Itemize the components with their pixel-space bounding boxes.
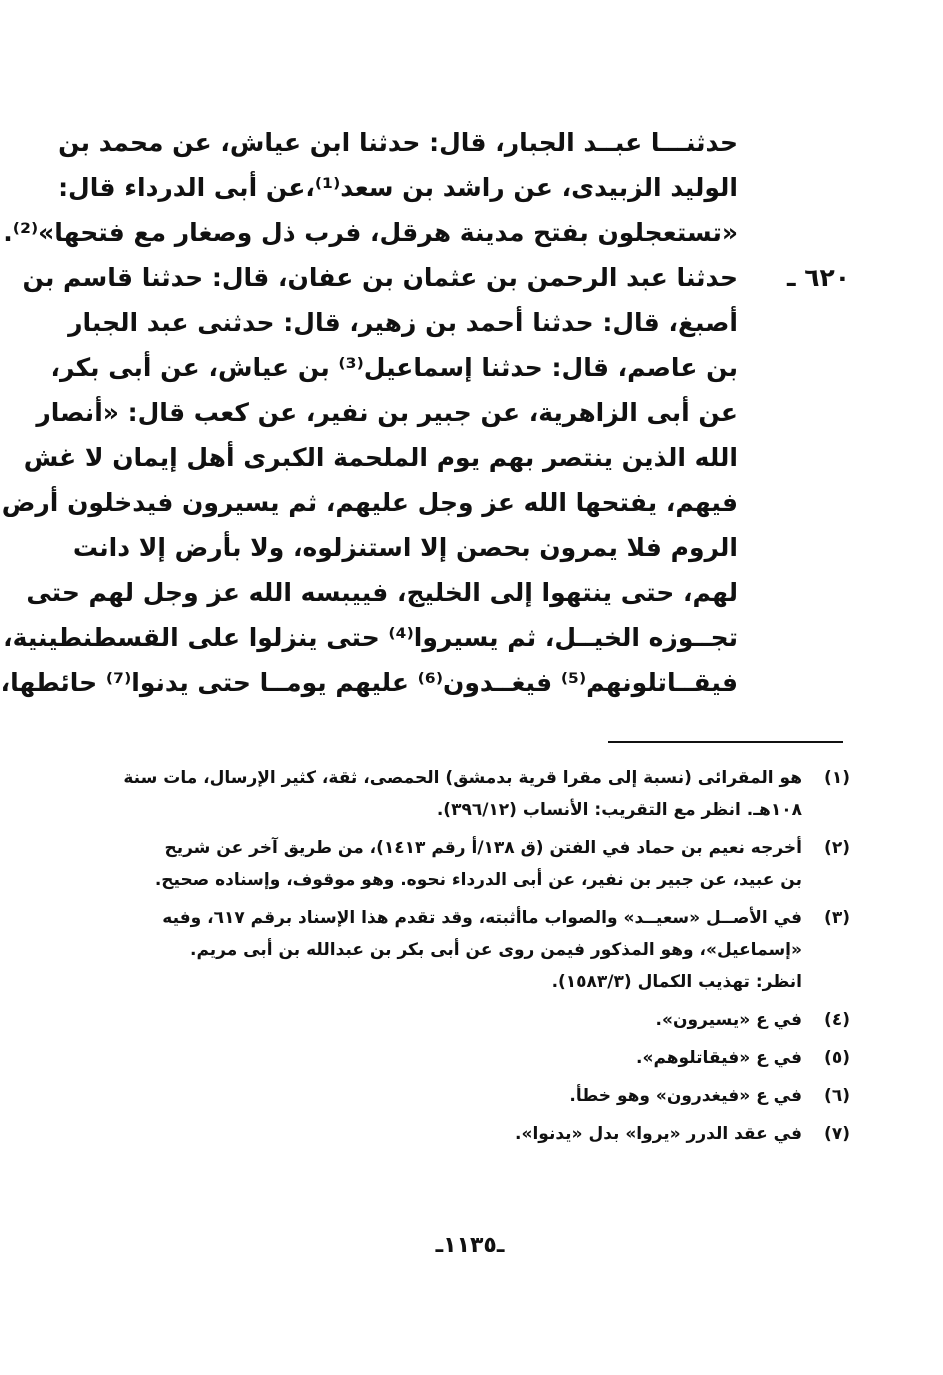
footnote — [150, 902, 850, 998]
text-line: فيقــاتلونهم⁽⁵⁾ فيغــدون⁽⁶⁾ عليهم يومــا حتى يدنوا⁽⁷⁾ حائطها، — [0, 668, 738, 697]
footnote-number: (٦) — [824, 1086, 850, 1106]
footnote-number: (١) — [824, 768, 850, 788]
text-line: بن عاصم، قال: حدثنا إسماعيل⁽³⁾ بن عياش، عن أبى بكر، — [50, 353, 738, 382]
footnote-number: (٧) — [824, 1124, 850, 1144]
main-text — [0, 120, 850, 705]
page-number: ـ١١٣٥ـ — [435, 1233, 505, 1258]
footnote — [150, 1004, 850, 1036]
footnote-line: ١٠٨هـ. انظر مع التقريب: الأنساب (٣٩٦/١٢). — [436, 800, 802, 820]
footnote-line: بن عبيد، عن جبير بن نفير، عن أبى الدرداء نحوه. وهو موقوف، وإسناده صحيح. — [154, 870, 802, 890]
footnote-line: هو المقرائى (نسبة إلى مقرا قرية بدمشق) الحمصى، ثقة، كثير الإرسال، مات سنة — [123, 768, 802, 788]
footnote-number: (٥) — [824, 1048, 850, 1068]
footnote-line: «إسماعيل»، وهو المذكور فيمن روى عن أبى بكر بن عبدالله بن أبى مريم. — [189, 940, 802, 960]
footnotes — [123, 762, 850, 1156]
footnote-line: في الأصــل «سعيــد» والصواب ماأثبته، وقد تقدم هذا الإسناد برقم ٦١٧، وفيه — [162, 908, 802, 928]
text-line: لهم، حتى ينتهوا إلى الخليج، فييبسه الله عز وجل لهم حتى — [26, 578, 738, 607]
footnote-line: في عقد الدرر «يروا» بدل «يدنوا». — [515, 1124, 802, 1144]
footnote-number: (٢) — [824, 838, 850, 858]
footnote-number: (٤) — [824, 1010, 850, 1030]
text-line: حدثنا عبد الرحمن بن عثمان بن عفان، قال: حدثنا قاسم بن — [22, 263, 738, 292]
text-line: تجــوزه الخيــل، ثم يسيروا⁽⁴⁾ حتى ينزلوا على القسطنطينية، — [3, 623, 738, 652]
footnote-line: أخرجه نعيم بن حماد في الفتن (ق ١٣٨/أ رقم ١٤١٣)، من طريق آخر عن شريح — [164, 838, 802, 858]
text-line: «تستعجلون بفتح مدينة هرقل، فرب ذل وصغار مع فتحها»⁽²⁾. — [3, 218, 738, 247]
text-line: فيهم، يفتحها الله عز وجل عليهم، ثم يسيرون فيدخلون أرض — [1, 488, 738, 517]
text-line: حدثنـــا عبــد الجبار، قال: حدثنا ابن عياش، عن محمد بن — [58, 128, 738, 157]
text-line: الله الذين ينتصر بهم يوم الملحمة الكبرى أهل إيمان لا غش — [23, 443, 738, 472]
footnote-line: في ع «فيغدرون» وهو خطأ. — [569, 1086, 802, 1106]
text-line: الروم فلا يمرون بحصن إلا استنزلوه، ولا بأرض إلا دانت — [72, 533, 738, 562]
footnote-line: في ع «فيقاتلوهم». — [636, 1048, 802, 1068]
footnote — [150, 832, 850, 896]
hadith-entry — [0, 255, 850, 705]
footnote — [123, 762, 850, 826]
footnote-separator — [608, 741, 843, 743]
hadith-number: ٦٢٠ ـ — [786, 263, 850, 292]
text-line: عن أبى الزاهرية، عن جبير بن نفير، عن كعب قال: «أنصار — [36, 398, 738, 427]
footnote-number: (٣) — [824, 908, 850, 928]
text-line: أصبغ، قال: حدثنا أحمد بن زهير، قال: حدثنى عبد الجبار — [68, 308, 738, 337]
text-line: الوليد الزبيدى، عن راشد بن سعد⁽¹⁾،عن أبى الدرداء قال: — [58, 173, 738, 202]
footnote — [150, 1042, 850, 1074]
footnote — [150, 1080, 850, 1112]
footnote — [150, 1118, 850, 1150]
footnote-line: انظر: تهذيب الكمال (١٥٨٣/٣). — [551, 972, 802, 992]
footnote-line: في ع «يسيرون». — [655, 1010, 802, 1030]
